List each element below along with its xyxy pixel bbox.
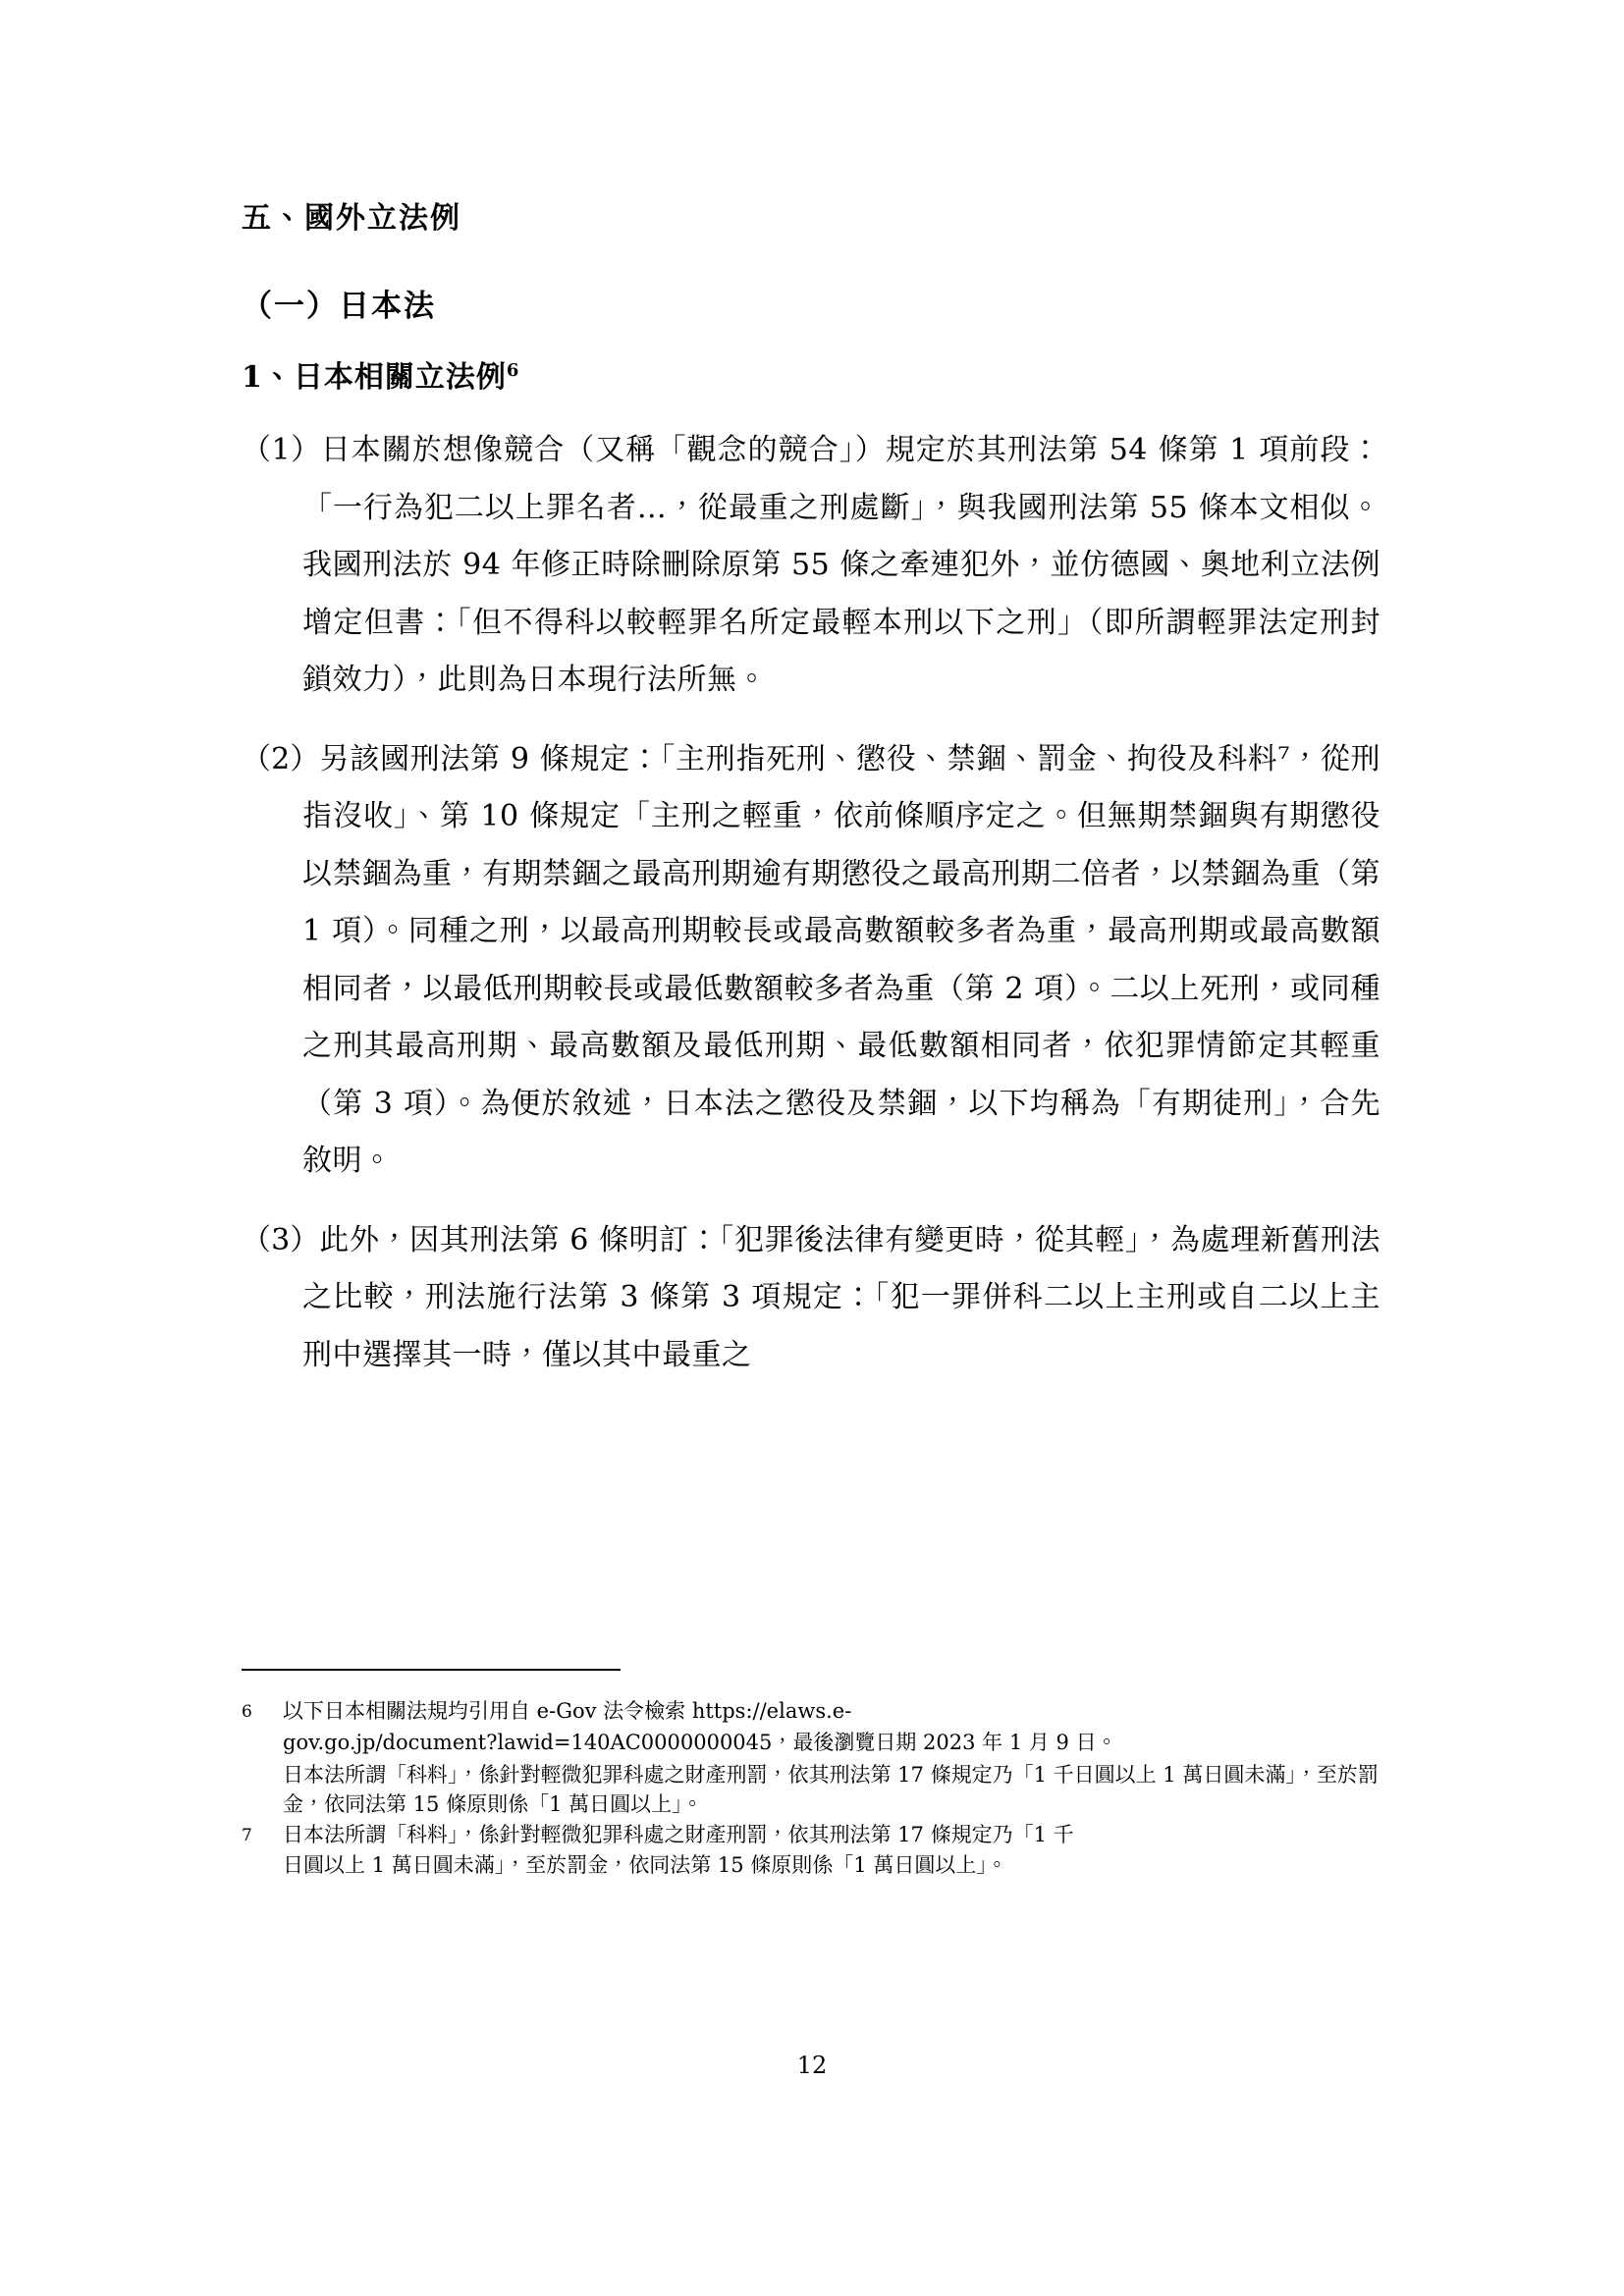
footnote-ref-6: 6 [506, 359, 520, 381]
footnote-6-extra: 日本法所謂「科料」，係針對輕微犯罪科處之財產刑罰，依其刑法第 17 條規定乃「1 千日圓以上 1 萬日圓未滿」，至於罰金，依同法第 15 條原則係「1 萬日圓以上」。 [283, 1763, 1379, 1817]
paragraph-marker-3: （3） [242, 1222, 320, 1257]
footnote-6 [242, 1696, 1386, 1758]
paragraph-text-2: 另該國刑法第 9 條規定：「主刑指死刑、懲役、禁錮、罰金、拘役及科料⁷，從刑指沒收」、第 10 條規定「主刑之輕重，依前條順序定之。但無期禁錮與有期懲役以禁錮為重，有期禁錮之最高刑期逾有期懲役之最高刑期二倍者，以禁錮為重（第 1 項）。同種之刑，以最高刑期較長或最高數額較多者為重，最高刑期或最高數額相同者，以最低刑期較長或最低數額較多者為重（第 2 項）。二以上死刑，或同種之刑其最高刑期、最高數額及最低刑期、最低數額相同者，依犯罪情節定其輕重（第 3 項）。為便於敘述，日本法之懲役及禁錮，以下均稱為「有期徒刑」，合先敘明。 [302, 741, 1380, 1178]
footnote-7 [242, 1820, 1386, 1882]
footnote-area [242, 1696, 1386, 1884]
paragraph-2 [242, 731, 1380, 1191]
footnote-6-body [283, 1696, 1386, 1758]
page-number: 12 [796, 2052, 828, 2079]
footnote-7-number: 7 [242, 1825, 252, 1845]
paragraph-marker-1: （1） [242, 433, 321, 467]
footnote-6-number: 6 [242, 1702, 252, 1722]
paragraph-text-1: 日本關於想像競合（又稱「觀念的競合」）規定於其刑法第 54 條第 1 項前段：「一行為犯二以上罪名者…，從最重之刑處斷」，與我國刑法第 55 條本文相似。我國刑法於 94 年修正時除刪除原第 55 條之牽連犯外，並仿德國、奧地利立法例增定但書：「但不得科以較輕罪名所定最輕本刑以下之刑」（即所謂輕罪法定刑封鎖效力），此則為日本現行法所無。 [302, 433, 1380, 697]
paragraph-3 [242, 1212, 1380, 1385]
subsection-heading: （一）日本法 [242, 289, 436, 324]
item-heading [242, 355, 1380, 401]
section-heading: 五、國外立法例 [242, 201, 461, 236]
item-heading-text: 1、日本相關立法例 [242, 359, 507, 395]
page-content [242, 196, 1380, 1406]
paragraph-text-3: 此外，因其刑法第 6 條明訂：「犯罪後法律有變更時，從其輕」，為處理新舊刑法之比較，刑法施行法第 3 條第 3 項規定：「犯一罪併科二以上主刑或自二以上主刑中選擇其一時，僅以其中最重之 [302, 1222, 1380, 1372]
footnote-separator [242, 1669, 621, 1671]
footnote-6-line1: 以下日本相關法規均引用自 e-Gov 法令檢索 https://elaws.e- [283, 1699, 852, 1723]
paragraph-marker-2: （2） [242, 741, 320, 776]
footnote-7-body [283, 1820, 1386, 1882]
footnote-6-line2: gov.go.jp/document?lawid=140AC0000000045，最後瀏覽日期 2023 年 1 月 9 日。 [283, 1730, 1117, 1754]
footnote-7-line1: 日本法所謂「科料」，係針對輕微犯罪科處之財產刑罰，依其刑法第 17 條規定乃「1 千 [283, 1822, 1074, 1846]
footnote-7-line2: 日圓以上 1 萬日圓未滿」，至於罰金，依同法第 15 條原則係「1 萬日圓以上」。 [283, 1853, 1007, 1878]
paragraph-1 [242, 422, 1380, 710]
